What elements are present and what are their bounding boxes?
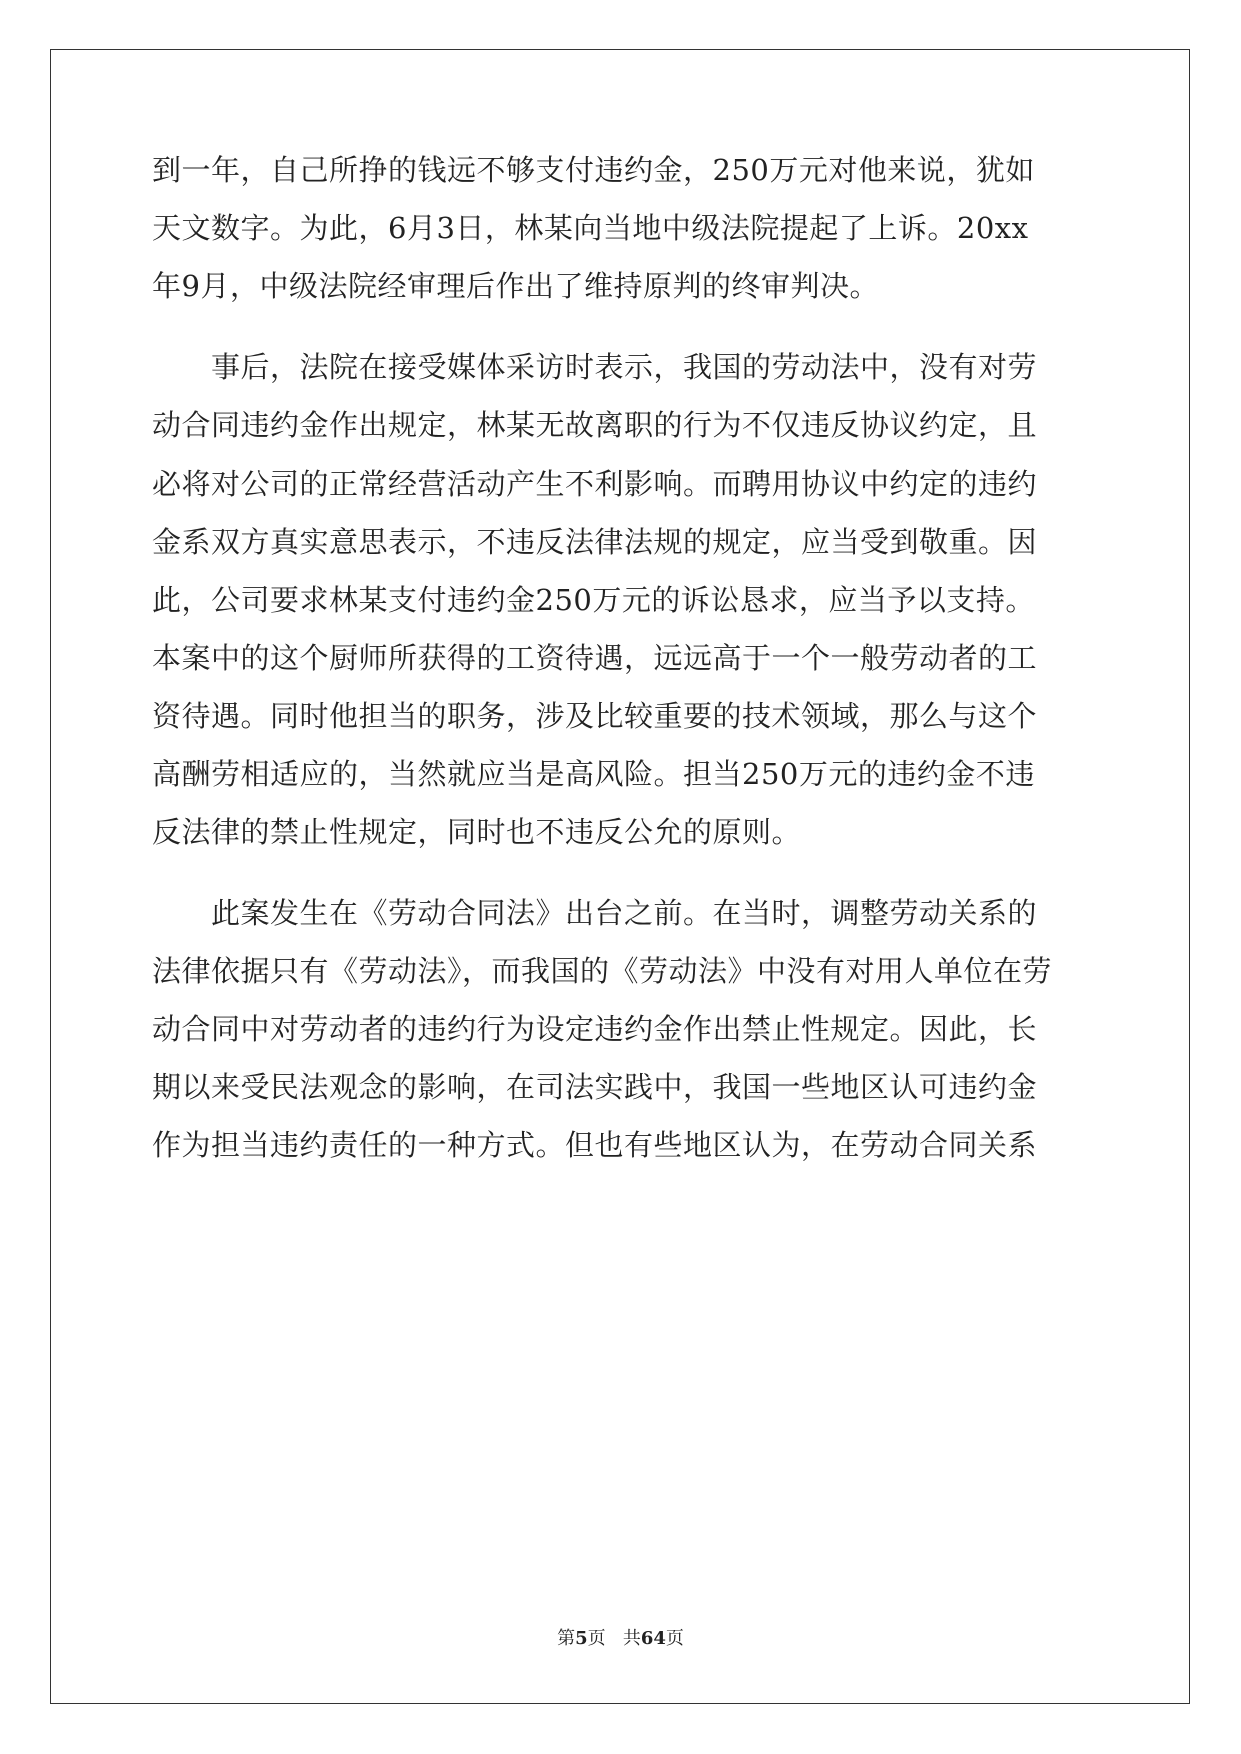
text-line-10: 资待遇。同时他担当的职务，涉及比较重要的技术领域，那么与这个	[152, 699, 1038, 733]
text-line-1: 到一年，自己所挣的钱远不够支付违约金，250万元对他来说，犹如	[152, 153, 1035, 187]
total-prefix: 共	[622, 1628, 641, 1649]
total-pages: 64	[640, 1628, 666, 1649]
text-line-14: 法律依据只有《劳动法》，而我国的《劳动法》中没有对用人单位在劳	[152, 954, 1053, 988]
text-line-5: 动合同违约金作出规定，林某无故离职的行为不仅违反协议约定，且	[152, 408, 1038, 442]
text-line-4: 事后，法院在接受媒体采访时表示，我国的劳动法中，没有对劳	[152, 350, 1038, 384]
text-line-9: 本案中的这个厨师所获得的工资待遇，远远高于一个一般劳动者的工	[152, 641, 1038, 675]
text-line-6: 必将对公司的正常经营活动产生不利影响。而聘用协议中约定的违约	[152, 467, 1038, 501]
text-line-16: 期以来受民法观念的影响，在司法实践中，我国一些地区认可违约金	[152, 1070, 1038, 1104]
page-number: 5	[575, 1628, 588, 1649]
text-line-2: 天文数字。为此，6月3日，林某向当地中级法院提起了上诉。20xx	[152, 211, 1029, 245]
total-suffix: 页	[665, 1628, 684, 1649]
text-line-13: 此案发生在《劳动合同法》出台之前。在当时，调整劳动关系的	[152, 896, 1038, 930]
text-line-15: 动合同中对劳动者的违约行为设定违约金作出禁止性规定。因此，长	[152, 1012, 1038, 1046]
text-line-8: 此，公司要求林某支付违约金250万元的诉讼恳求，应当予以支持。	[152, 583, 1035, 617]
page-footer	[0, 1627, 1241, 1651]
text-line-7: 金系双方真实意思表示，不违反法律法规的规定，应当受到敬重。因	[152, 525, 1038, 559]
text-line-11: 高酬劳相适应的，当然就应当是高风险。担当250万元的违约金不违	[152, 757, 1035, 791]
page-prefix: 第	[557, 1628, 576, 1649]
text-line-3: 年9月，中级法院经审理后作出了维持原判的终审判决。	[152, 269, 879, 303]
page-suffix: 页	[587, 1628, 606, 1649]
text-line-17: 作为担当违约责任的一种方式。但也有些地区认为，在劳动合同关系	[152, 1128, 1038, 1162]
text-line-12: 反法律的禁止性规定，同时也不违反公允的原则。	[152, 815, 802, 849]
